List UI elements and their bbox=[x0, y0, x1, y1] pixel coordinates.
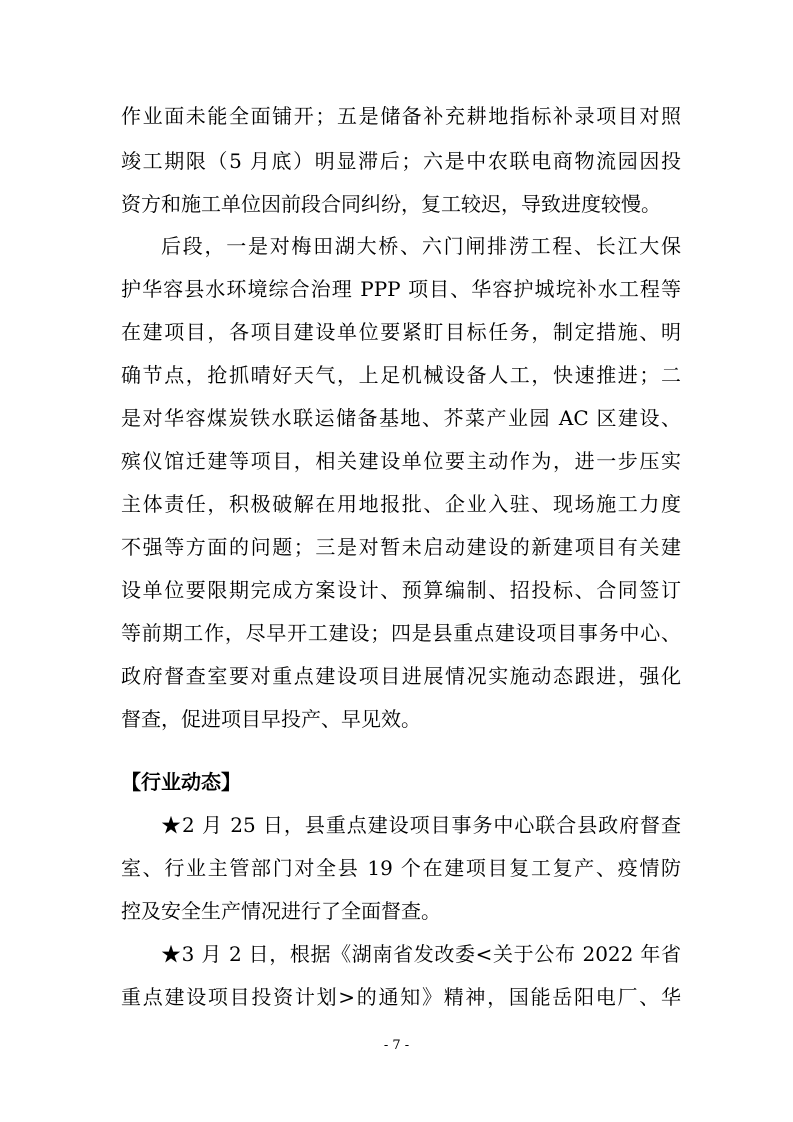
paragraph2-line-3: 在建项目，各项目建设单位要紧盯目标任务，制定措施、明 bbox=[121, 320, 681, 344]
news1-line-3: 控及安全生产情况进行了全面督查。 bbox=[121, 899, 441, 923]
paragraph2-line-12: 督查，促进项目早投产、早见效。 bbox=[121, 707, 421, 731]
section-title: 【行业动态】 bbox=[121, 770, 241, 794]
news1-line-1: ★2 月 25 日，县重点建设项目事务中心联合县政府督查 bbox=[161, 813, 681, 837]
paragraph2-line-4: 确节点，抢抓晴好天气，上足机械设备人工，快速推进；二 bbox=[121, 363, 681, 387]
paragraph1-line-3: 资方和施工单位因前段合同纠纷，复工较迟，导致进度较慢。 bbox=[121, 192, 661, 216]
paragraph2-line-9: 设单位要限期完成方案设计、预算编制、招投标、合同签订 bbox=[121, 578, 681, 602]
page-number: - 7 - bbox=[383, 1038, 410, 1053]
paragraph1-line-2: 竣工期限（5 月底）明显滞后；六是中农联电商物流园因投 bbox=[121, 149, 681, 173]
paragraph2-line-6: 殡仪馆迁建等项目，相关建设单位要主动作为，进一步压实 bbox=[121, 449, 681, 473]
news1-line-2: 室、行业主管部门对全县 19 个在建项目复工复产、疫情防 bbox=[121, 856, 681, 880]
paragraph2-line-7: 主体责任，积极破解在用地报批、企业入驻、现场施工力度 bbox=[121, 492, 681, 516]
paragraph2-line-8: 不强等方面的问题；三是对暂未启动建设的新建项目有关建 bbox=[121, 535, 681, 559]
paragraph2-line-2: 护华容县水环境综合治理 PPP 项目、华容护城垸补水工程等 bbox=[121, 277, 681, 301]
news2-line-1: ★3 月 2 日，根据《湖南省发改委<关于公布 2022 年省 bbox=[161, 942, 681, 966]
news2-line-2: 重点建设项目投资计划>的通知》精神，国能岳阳电厂、华 bbox=[121, 985, 681, 1009]
paragraph2-line-1: 后段，一是对梅田湖大桥、六门闸排涝工程、长江大保 bbox=[161, 234, 681, 258]
paragraph2-line-5: 是对华容煤炭铁水联运储备基地、芥菜产业园 AC 区建设、 bbox=[121, 406, 681, 430]
paragraph1-line-1: 作业面未能全面铺开；五是储备补充耕地指标补录项目对照 bbox=[121, 104, 681, 128]
paragraph2-line-10: 等前期工作，尽早开工建设；四是县重点建设项目事务中心、 bbox=[121, 621, 681, 645]
paragraph2-line-11: 政府督查室要对重点建设项目进展情况实施动态跟进，强化 bbox=[121, 664, 681, 688]
